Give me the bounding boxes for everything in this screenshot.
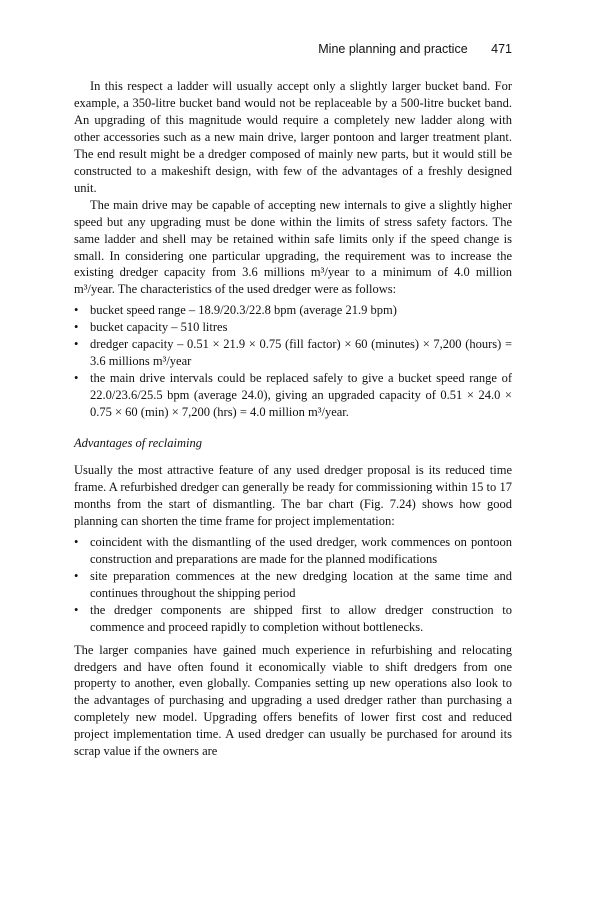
bullet-icon: • — [74, 568, 79, 583]
list-item — [74, 534, 512, 568]
paragraph-ladder-acceptance: In this respect a ladder will usually accept only a slightly larger bucket band. For example, a 350-litre bucket band would not be replaceable by a 500-litre bucket band. An upgrading of this magnitude would require a completely new ladder along with other accessories such as a new main drive, larger pontoon and larger treatment plant. The end result might be a dredger composed of mainly new parts, but it would still be constructed to a makeshift design, with few of the advantages of a freshly designed unit. — [74, 79, 512, 195]
list-item — [74, 370, 512, 421]
list-item — [74, 568, 512, 602]
list-item — [74, 602, 512, 636]
paragraph-main-drive: The main drive may be capable of accepting new internals to give a slightly higher speed but any upgrading must be done within the limits of stress safety factors. The same ladder and shell may be retained within safe limits only if the speed change is small. In considering one particular upgrading, the requirement was to increase the existing dredger capacity from 3.6 millions m³/year to a minimum of 4.0 million m³/year. The characteristics of the used dredger were as follows: — [74, 197, 512, 297]
list-item-text: the main drive intervals could be replaced safely to give a bucket speed range of 22.0/23.6/25.5 bpm (average 24.0), giving an upgraded capacity of 0.51 × 24.0 × 0.75 × 60 (min) × 7,200 (hrs) = 4.0 million m³/year. — [90, 371, 512, 420]
bullet-icon: • — [74, 371, 79, 386]
bullet-icon: • — [74, 320, 79, 335]
list-item-text: bucket speed range – 18.9/20.3/22.8 bpm (average 21.9 bpm) — [90, 303, 397, 318]
paragraph-time-frame: Usually the most attractive feature of any used dredger proposal is its reduced time frame. A refurbished dredger can generally be ready for commissioning within 15 to 17 months from the start of dismantling. The bar chart (Fig. 7.24) shows how good planning can shorten the time frame for project implementation: — [74, 463, 512, 528]
bullet-icon: • — [74, 602, 79, 617]
advantages-list — [74, 534, 512, 636]
body-text — [74, 78, 512, 760]
characteristics-list — [74, 302, 512, 421]
list-item — [74, 336, 512, 370]
list-item-text: coincident with the dismantling of the used dredger, work commences on pontoon construction and preparations are made for the planned modifications — [90, 534, 512, 566]
list-item-text: bucket capacity – 510 litres — [90, 320, 228, 335]
bullet-icon: • — [74, 303, 79, 318]
paragraph-larger-companies: The larger companies have gained much experience in refurbishing and relocating dredgers and have often found it economically viable to shift dredgers from one property to another, even globally. Companies setting up new operations also look to the advantages of purchasing and upgrading a used dredger rather than purchasing a completely new model. Upgrading offers benefits of lower first cost and reduced project implementation time. A used dredger can usually be purchased for around its scrap value if the owners are — [74, 642, 512, 759]
list-item-text: site preparation commences at the new dredging location at the same time and continues throughout the shipping period — [90, 568, 512, 600]
list-item-text: dredger capacity – 0.51 × 21.9 × 0.75 (fill factor) × 60 (minutes) × 7,200 (hours) = 3.6 millions m³/year — [90, 337, 512, 369]
page-number: 471 — [491, 42, 512, 56]
list-item — [74, 319, 512, 336]
bullet-icon: • — [74, 534, 79, 549]
bullet-icon: • — [74, 337, 79, 352]
running-head — [74, 42, 512, 56]
list-item — [74, 302, 512, 319]
section-heading: Advantages of reclaiming — [74, 436, 202, 451]
running-head-title: Mine planning and practice — [318, 42, 468, 56]
list-item-text: the dredger components are shipped first to allow dredger construction to commence and proceed rapidly to completion without bottlenecks. — [90, 602, 512, 634]
